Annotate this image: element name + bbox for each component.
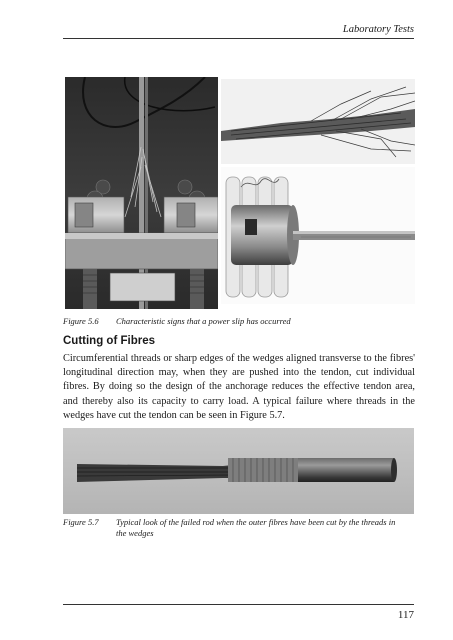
photo-wedge-anchorage xyxy=(221,167,415,304)
section-paragraph: Circumferential threads or sharp edges of the wedges aligned transverse to the fibres' longitudinal direction may, when they are pushed into the tendon, cut individual fibres. By doing so the design of the anchorage reduces the effective tendon area, and thereby also its capacity to carry load. A typical failure where threads in the wedges have cut the tendon can be seen in Figure 5.7. xyxy=(63,353,415,421)
figure-caption-text: Typical look of the failed rod when the outer fibres have been cut by the threads in the wedges xyxy=(116,517,396,538)
footer-rule xyxy=(63,604,414,605)
figure-number: Figure 5.7 xyxy=(63,517,99,527)
figure-caption-text: Characteristic signs that a power slip has occurred xyxy=(116,316,291,326)
page-number: 117 xyxy=(397,609,414,621)
figure-caption-5-6 xyxy=(63,316,414,328)
figure-number: Figure 5.6 xyxy=(63,316,99,326)
photo-failed-rod xyxy=(63,428,414,514)
running-header: Laboratory Tests xyxy=(342,24,414,35)
figure-caption-5-7 xyxy=(63,517,414,541)
photo-frayed-rod xyxy=(221,79,415,164)
photo-test-rig-anchorage xyxy=(65,77,218,309)
header-rule xyxy=(63,38,414,39)
section-heading: Cutting of Fibres xyxy=(63,335,155,347)
